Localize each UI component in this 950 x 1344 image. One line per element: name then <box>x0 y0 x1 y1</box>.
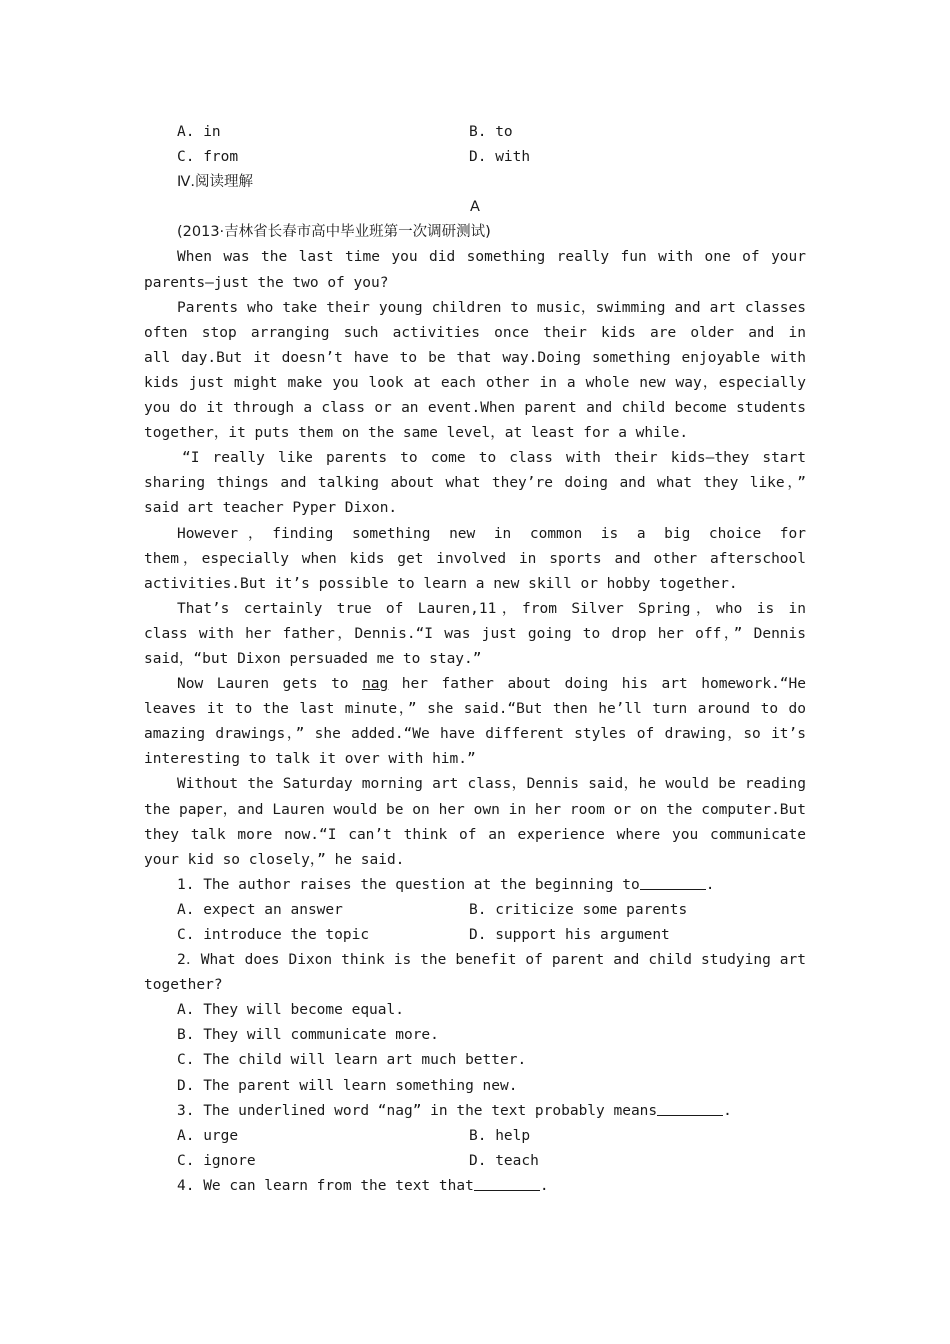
question-text: 3. The underlined word “nag” in the text probably means <box>177 1102 658 1119</box>
answer-blank <box>657 1101 723 1116</box>
section-title: Ⅳ.阅读理解 <box>177 174 253 191</box>
q1-option-b: B. criticize some parents <box>469 901 688 918</box>
passage-line: amazing drawings，” she added.“We have different styles of drawing，so it’s <box>144 726 806 743</box>
option-c: C. from <box>177 149 239 166</box>
option-b: B. to <box>469 124 513 140</box>
question-end: . <box>539 1177 549 1194</box>
passage-line: That’s certainly true of Lauren,11，from Silver Spring，who is in <box>177 600 806 617</box>
question-2-stem-cont: together? <box>144 977 223 994</box>
option-row <box>144 898 806 923</box>
q2-option-b: B. They will communicate more. <box>177 1027 439 1044</box>
passage-line: the paper，and Lauren would be on her own in her room or on the computer.But <box>144 801 806 818</box>
question-end: . <box>723 1102 732 1119</box>
question-3-stem <box>144 1099 806 1124</box>
passage-text: her father about doing his art homework.“He <box>401 676 806 693</box>
option-row <box>144 923 806 948</box>
passage-line: all day.But it doesn’t have to be that way.Doing something enjoyable with <box>144 349 806 366</box>
q2-option-a: A. They will become equal. <box>177 1002 404 1019</box>
q3-option-b: B. help <box>469 1127 531 1144</box>
q3-option-c: C. ignore <box>177 1152 256 1169</box>
question-text: 4. We can learn from the text that <box>177 1177 474 1194</box>
q3-option-d: D. teach <box>469 1152 539 1169</box>
q1-option-a: A. expect an answer <box>177 901 343 918</box>
passage-line: they talk more now.“I can’t think of an experience where you communicate <box>144 826 806 843</box>
q2-option-d: D. The parent will learn something new. <box>177 1077 518 1094</box>
passage-line: Without the Saturday morning art class，Dennis said，he would be reading <box>177 776 806 793</box>
passage-line: kids just might make you look at each other in a whole new way，especially <box>144 374 806 391</box>
option-a: A. in <box>177 124 221 140</box>
option-row <box>144 120 806 145</box>
question-end: . <box>705 876 715 893</box>
passage-line: “I really like parents to come to class with their kids—they start <box>182 450 806 467</box>
passage-line: activities.But it’s possible to learn a new skill or hobby together. <box>144 575 738 592</box>
passage-line: said，“but Dixon persuaded me to stay.” <box>144 650 482 667</box>
passage-line: However，finding something new in common is a big choice for <box>177 525 806 542</box>
passage-letter: A <box>470 199 480 216</box>
passage-line: said art teacher Pyper Dixon. <box>144 500 398 517</box>
passage-line: you do it through a class or an event.When parent and child become students <box>144 400 806 417</box>
option-d: D. with <box>469 149 531 166</box>
q2-option-c: C. The child will learn art much better. <box>177 1052 527 1069</box>
underlined-word-nag: nag <box>362 676 389 693</box>
answer-blank <box>640 875 706 890</box>
document-page <box>144 120 806 1199</box>
q1-option-c: C. introduce the topic <box>177 927 370 943</box>
option-row <box>144 1149 806 1174</box>
passage-line: parents—just the two of you? <box>144 274 389 291</box>
passage-line: your kid so closely，” he said. <box>144 851 405 868</box>
question-1-stem <box>144 873 806 898</box>
passage-source: (2013·吉林省长春市高中毕业班第一次调研测试) <box>177 224 491 241</box>
passage-line <box>144 672 806 697</box>
option-row <box>144 145 806 170</box>
q1-option-d: D. support his argument <box>469 927 670 943</box>
passage-line: class with her father，Dennis.“I was just going to drop her off，” Dennis <box>144 625 806 642</box>
passage-line: sharing things and talking about what they’re doing and what they like，” <box>144 475 806 492</box>
passage-line: together，it puts them on the same level，at least for a while. <box>144 425 689 442</box>
passage-line: them，especially when kids get involved in sports and other afterschool <box>144 550 806 567</box>
question-2-stem: 2．What does Dixon think is the benefit of parent and child studying art <box>177 952 806 969</box>
question-text: 1. The author raises the question at the beginning to <box>177 876 640 893</box>
passage-line: leaves it to the last minute，” she said.“But then he’ll turn around to do <box>144 701 806 718</box>
question-4-stem <box>144 1174 806 1199</box>
passage-line: When was the last time you did something really fun with one of your <box>177 249 806 266</box>
q3-option-a: A. urge <box>177 1127 239 1144</box>
option-row <box>144 1124 806 1149</box>
answer-blank <box>474 1176 540 1191</box>
passage-line: interesting to talk it over with him.” <box>144 751 476 768</box>
passage-line: Parents who take their young children to music，swimming and art classes <box>177 299 806 316</box>
passage-line: often stop arranging such activities once their kids are older and in <box>144 324 806 341</box>
passage-text: Now Lauren gets to <box>177 676 363 693</box>
